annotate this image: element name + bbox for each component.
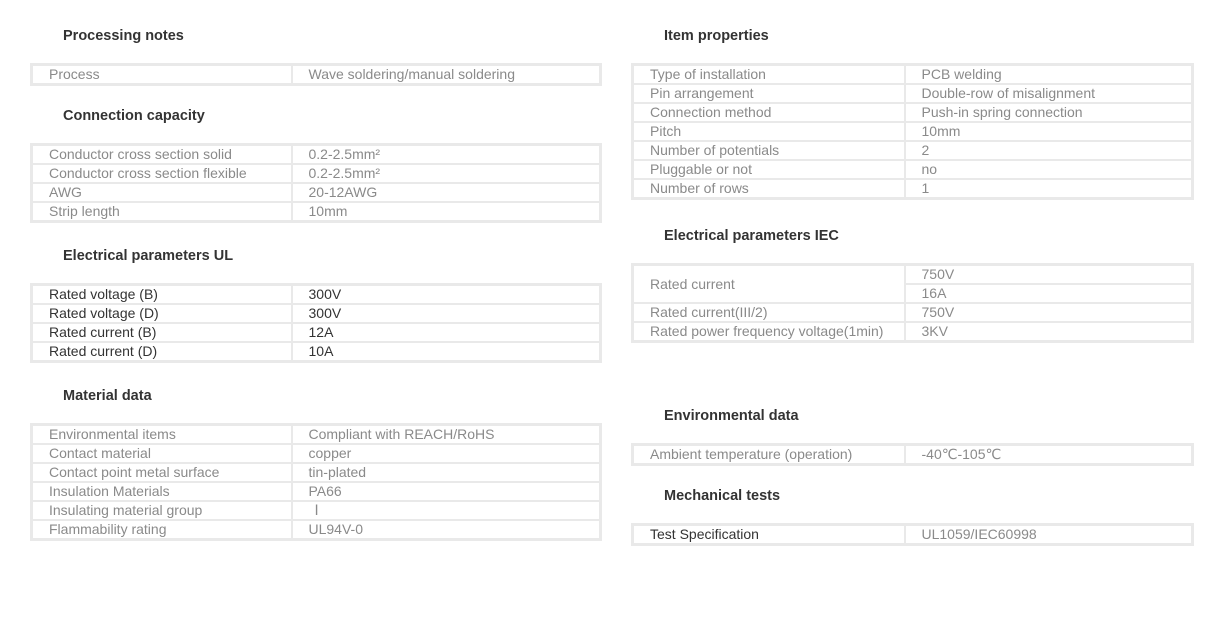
row-value: -40℃-105℃ <box>905 445 1193 465</box>
table-row <box>633 179 1193 199</box>
row-value: 0.2-2.5mm² <box>292 145 601 165</box>
table-row <box>32 202 601 222</box>
row-label: Insulating material group <box>32 501 292 520</box>
row-label: Flammability rating <box>32 520 292 540</box>
environmental-data-table <box>631 443 1194 466</box>
connection-capacity-heading: Connection capacity <box>63 108 205 124</box>
row-value: 750V <box>905 265 1193 285</box>
row-value: UL1059/IEC60998 <box>905 525 1193 545</box>
processing-notes-heading: Processing notes <box>63 28 184 44</box>
item-properties-table <box>631 63 1194 200</box>
mechanical-tests-table <box>631 523 1194 546</box>
environmental-data-heading: Environmental data <box>664 408 799 424</box>
electrical-parameters-iec-heading: Electrical parameters IEC <box>664 228 839 244</box>
row-label: AWG <box>32 183 292 202</box>
row-value: no <box>905 160 1193 179</box>
row-label: Pluggable or not <box>633 160 905 179</box>
table-row <box>633 84 1193 103</box>
table-row <box>32 425 601 445</box>
row-value: 10A <box>292 342 601 362</box>
row-label: Connection method <box>633 103 905 122</box>
table-row <box>32 463 601 482</box>
row-value: 10mm <box>292 202 601 222</box>
row-value: 1 <box>905 179 1193 199</box>
row-label: Rated current(III/2) <box>633 303 905 322</box>
row-label: Number of rows <box>633 179 905 199</box>
electrical-parameters-iec-table <box>631 263 1194 343</box>
row-label: Strip length <box>32 202 292 222</box>
electrical-parameters-ul-heading: Electrical parameters UL <box>63 248 234 264</box>
item-properties-heading: Item properties <box>664 28 769 44</box>
row-value: PCB welding <box>905 65 1193 85</box>
row-label: Ambient temperature (operation) <box>650 446 853 462</box>
table-row <box>633 322 1193 342</box>
row-value: Wave soldering/manual soldering <box>292 65 601 85</box>
row-value: 10mm <box>905 122 1193 141</box>
row-label: Environmental items <box>49 426 176 442</box>
electrical-parameters-ul-table <box>30 283 602 363</box>
row-label: Contact material <box>32 444 292 463</box>
row-label: Conductor cross section solid <box>49 146 232 162</box>
row-value: PA66 <box>292 482 601 501</box>
row-value: 16A <box>905 284 1193 303</box>
row-label: Pitch <box>633 122 905 141</box>
processing-notes-table <box>30 63 602 86</box>
table-row <box>633 103 1193 122</box>
row-label: Conductor cross section flexible <box>32 164 292 183</box>
row-label: Rated voltage (B) <box>49 286 158 302</box>
row-value: copper <box>292 444 601 463</box>
row-value: 12A <box>292 323 601 342</box>
row-value: 3KV <box>905 322 1193 342</box>
row-label: Number of potentials <box>633 141 905 160</box>
row-value: tin-plated <box>292 463 601 482</box>
material-data-heading: Material data <box>63 388 152 404</box>
table-row <box>32 285 601 305</box>
table-row <box>633 141 1193 160</box>
table-row <box>633 122 1193 141</box>
table-row <box>32 323 601 342</box>
row-value: Double-row of misalignment <box>905 84 1193 103</box>
table-row <box>32 482 601 501</box>
table-row <box>32 444 601 463</box>
table-row <box>633 265 1193 285</box>
row-label: Process <box>49 66 100 82</box>
row-value: UL94V-0 <box>292 520 601 540</box>
table-row <box>32 183 601 202</box>
row-label: Rated current (B) <box>32 323 292 342</box>
table-row <box>32 520 601 540</box>
row-value: Ⅰ <box>292 501 601 520</box>
mechanical-tests-heading: Mechanical tests <box>664 488 781 504</box>
row-value: 2 <box>905 141 1193 160</box>
row-value: 300V <box>292 304 601 323</box>
row-label: Rated power frequency voltage(1min) <box>633 322 905 342</box>
table-row <box>633 160 1193 179</box>
row-value: 20-12AWG <box>292 183 601 202</box>
row-label: Rated current (D) <box>32 342 292 362</box>
row-label: Type of installation <box>650 66 766 82</box>
row-label: Rated voltage (D) <box>32 304 292 323</box>
row-value: Compliant with REACH/RoHS <box>292 425 601 445</box>
connection-capacity-table <box>30 143 602 223</box>
material-data-table <box>30 423 602 541</box>
table-row <box>32 164 601 183</box>
table-row <box>32 65 601 85</box>
row-value: Push-in spring connection <box>905 103 1193 122</box>
row-value: 0.2-2.5mm² <box>292 164 601 183</box>
table-row <box>633 303 1193 322</box>
table-row <box>633 525 1193 545</box>
table-row <box>32 501 601 520</box>
table-row <box>32 145 601 165</box>
table-row <box>32 342 601 362</box>
row-label: Test Specification <box>650 526 759 542</box>
row-label: Contact point metal surface <box>32 463 292 482</box>
row-value: 300V <box>292 285 601 305</box>
table-row <box>633 65 1193 85</box>
row-label: Insulation Materials <box>32 482 292 501</box>
table-row <box>32 304 601 323</box>
row-value: 750V <box>905 303 1193 322</box>
row-label: Rated current <box>650 275 735 292</box>
table-row <box>633 445 1193 465</box>
row-label: Pin arrangement <box>633 84 905 103</box>
